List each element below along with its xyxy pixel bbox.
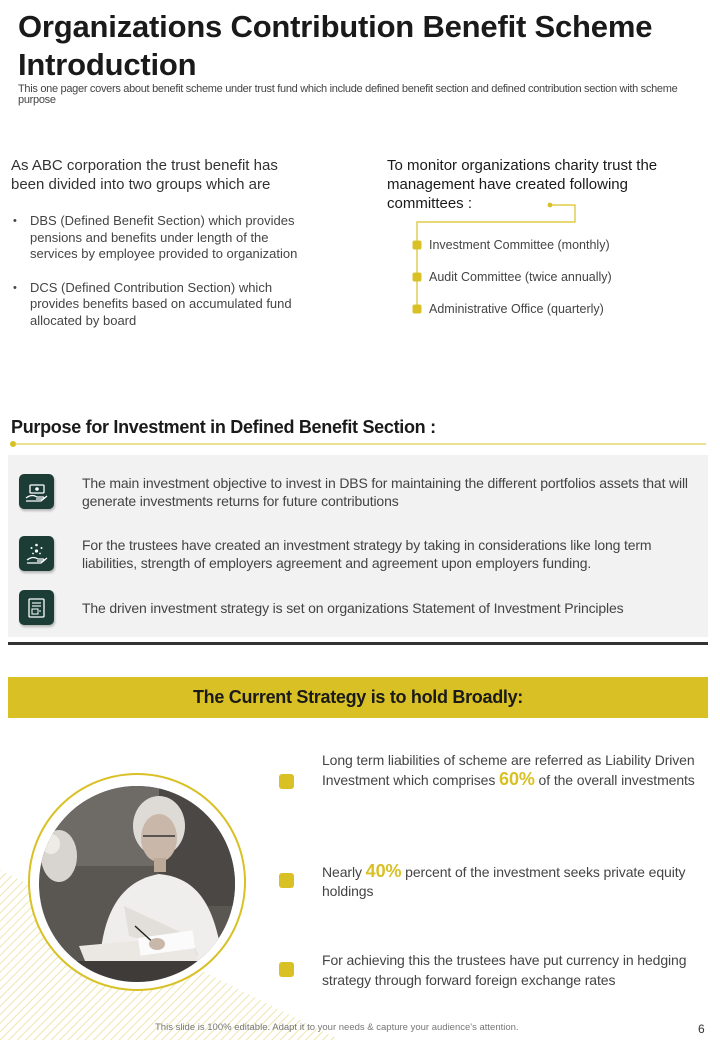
list-item: • DBS (Defined Benefit Section) which provides pensions and benefits under length of the services by employee provided to organization — [11, 213, 316, 263]
sparkle-hand-icon — [19, 536, 54, 571]
footer-note: This slide is 100% editable. Adapt it to your needs & capture your audience's attention. — [155, 1022, 519, 1033]
bullet-square-icon — [279, 962, 294, 977]
committee-item: Audit Committee (twice annually) — [429, 270, 612, 284]
woman-writing-photo — [39, 786, 235, 982]
section-divider — [8, 642, 708, 645]
strategy-banner-text: The Current Strategy is to hold Broadly: — [192, 687, 524, 707]
committee-item: Investment Committee (monthly) — [429, 238, 610, 252]
purpose-title: Purpose for Investment in Defined Benefit Section : — [11, 417, 436, 437]
list-item: • DCS (Defined Contribution Section) which provides benefits based on accumulated fund allocated by board — [11, 280, 316, 330]
bullet-square-icon — [279, 774, 294, 789]
page-number: 6 — [698, 1022, 705, 1036]
strategy-banner — [8, 677, 708, 718]
purpose-item-text: The driven investment strategy is set on organizations Statement of Investment Principles — [82, 600, 624, 616]
groups-list — [11, 213, 316, 347]
strategy-item-text: For achieving this the trustees have put currency in hedging strategy through forward foreign exchange rates — [322, 952, 687, 988]
groups-intro: As ABC corporation the trust benefit has been divided into two groups which are — [11, 157, 278, 193]
committees-intro: To monitor organizations charity trust the management have created following committees : — [387, 157, 658, 212]
document-statement-icon — [19, 590, 54, 625]
page-title: Organizations Contribution Benefit Scheme Introduction — [18, 9, 653, 82]
purpose-underline — [0, 436, 720, 448]
committee-item: Administrative Office (quarterly) — [429, 302, 604, 316]
page-subtitle: This one pager covers about benefit scheme under trust fund which include defined benefit section and defined contribution section with scheme purpose — [18, 83, 678, 106]
purpose-item-text: For the trustees have created an investment strategy by taking in considerations like long term liabilities, strength of employers agreement and agreement upon employers funding. — [82, 537, 652, 571]
purpose-item-text: The main investment objective to invest in DBS for maintaining the different portfolios assets that will generate investments returns for future contributions — [82, 475, 688, 509]
strategy-item-text: Nearly 40% percent of the investment seeks private equity holdings — [322, 861, 686, 899]
percent-highlight: 60% — [499, 769, 535, 789]
strategy-item-text: Long term liabilities of scheme are referred as Liability Driven Investment which comprises 60% of the overall investments — [322, 752, 695, 789]
percent-highlight: 40% — [365, 861, 402, 881]
bullet-square-icon — [279, 873, 294, 888]
money-hand-icon — [19, 474, 54, 509]
